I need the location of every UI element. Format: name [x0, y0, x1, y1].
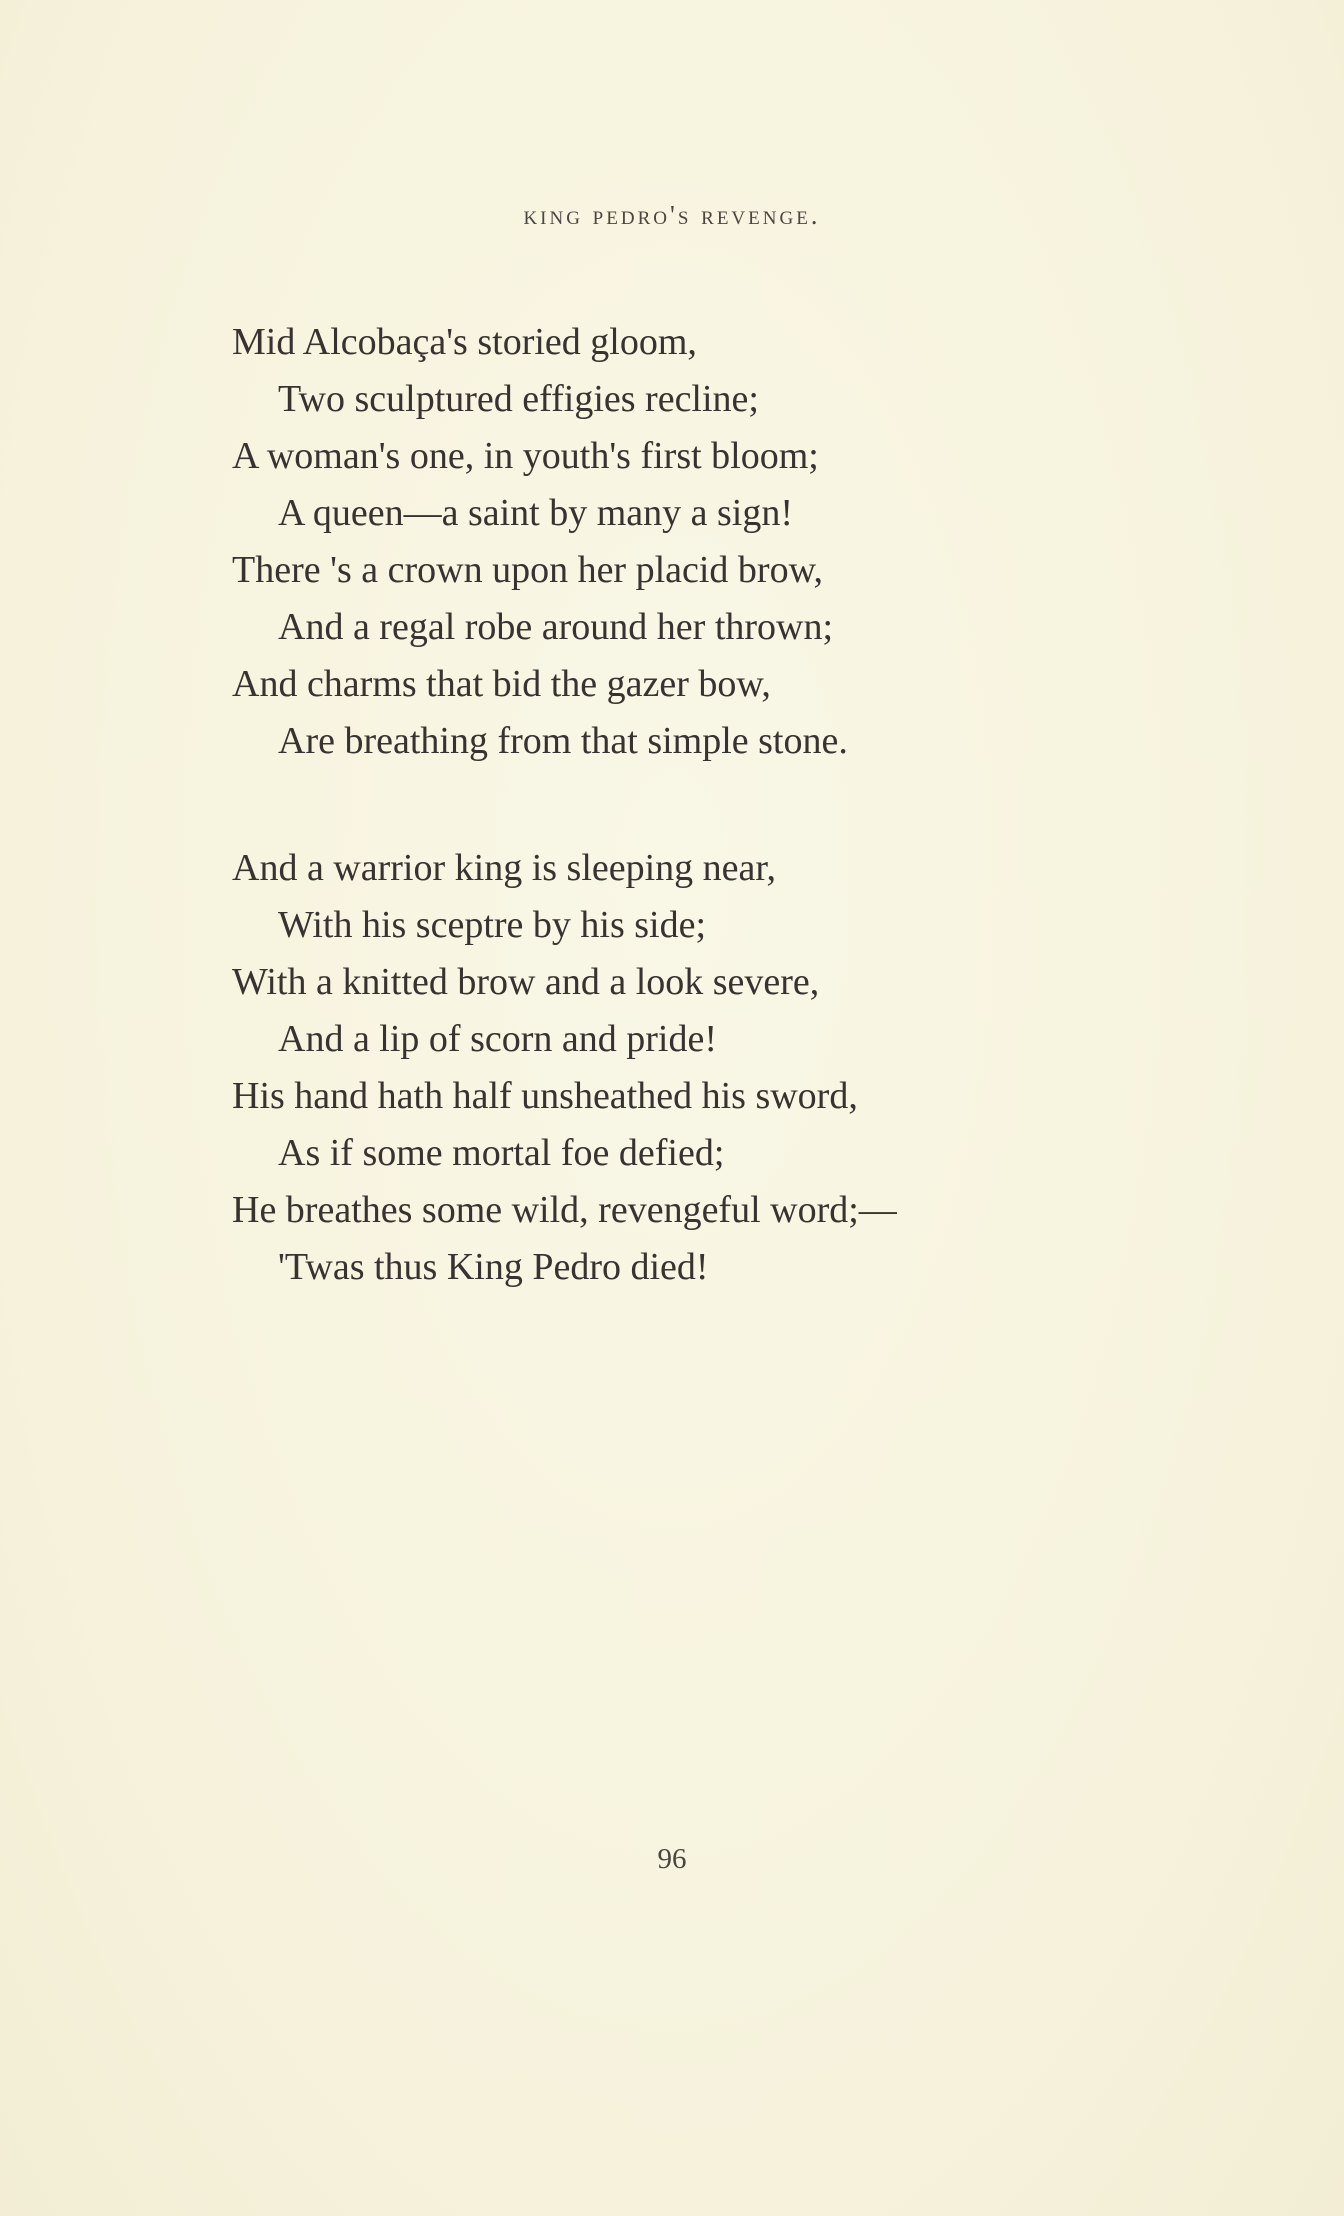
stanza-1: [232, 314, 1132, 770]
poem-line: And a warrior king is sleeping near,: [232, 847, 777, 889]
poem-line: His hand hath half unsheathed his sword,: [232, 1075, 858, 1117]
running-head: king pedro's revenge.: [523, 200, 821, 230]
poem-line: And a lip of scorn and pride!: [278, 1018, 717, 1060]
poem-line: With his sceptre by his side;: [278, 904, 707, 946]
poem-line: With a knitted brow and a look severe,: [232, 961, 820, 1003]
poem-line: And a regal robe around her thrown;: [278, 606, 834, 648]
poem-line: Two sculptured effigies recline;: [278, 378, 759, 420]
poem-line: As if some mortal foe defied;: [278, 1132, 725, 1174]
poem-line: A woman's one, in youth's first bloom;: [232, 435, 819, 477]
poem-line: A queen—a saint by many a sign!: [278, 492, 794, 534]
poem-line: 'Twas thus King Pedro died!: [278, 1246, 709, 1288]
stanza-2: [232, 840, 1132, 1296]
poem-line: Mid Alcobaça's storied gloom,: [232, 321, 697, 363]
poem-line: And charms that bid the gazer bow,: [232, 663, 771, 705]
poem-line: He breathes some wild, revengeful word;—: [232, 1189, 897, 1231]
page-number: 96: [657, 1843, 687, 1875]
poem-line: Are breathing from that simple stone.: [278, 720, 848, 762]
poem-line: There 's a crown upon her placid brow,: [232, 549, 824, 591]
